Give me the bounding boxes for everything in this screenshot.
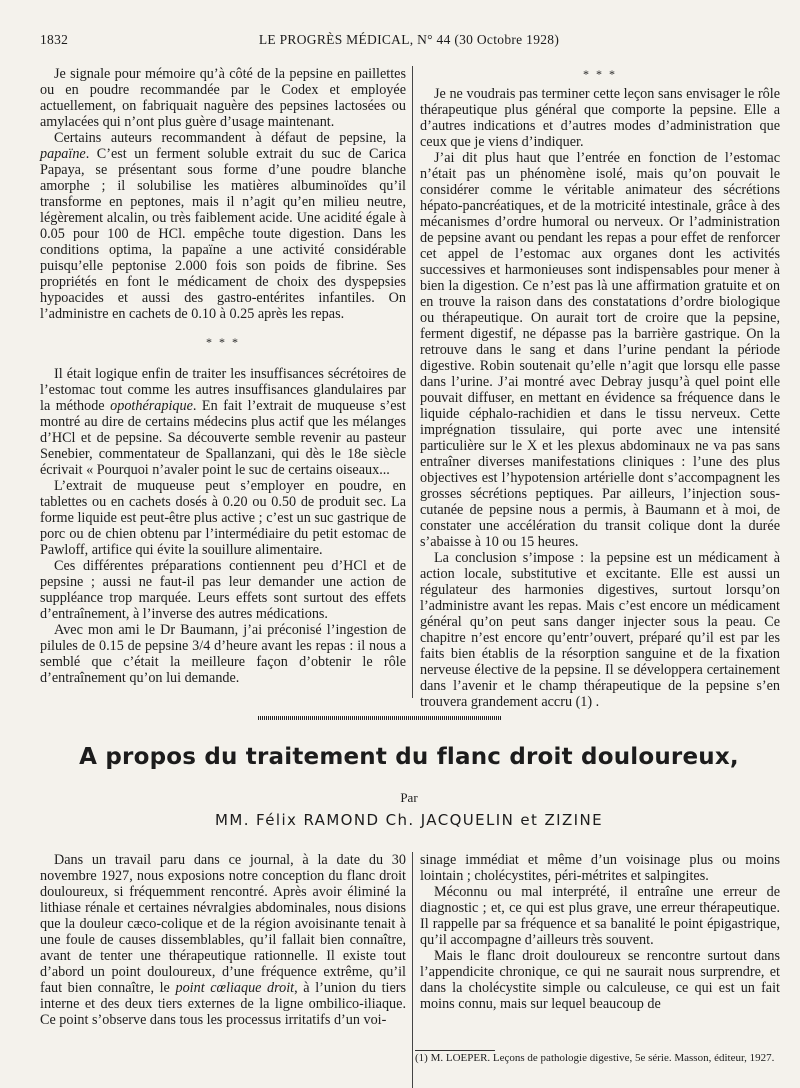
article-column-divider bbox=[412, 852, 413, 1088]
footnote: (1) M. LOEPER. Leçons de pathologie digestive, 5e série. Masson, éditeur, 1927. bbox=[415, 1052, 775, 1064]
right-paragraph-3: La conclusion s’impose : la pepsine est un médicament à action locale, substitutive et excitante. Elle est aussi un régulateur des harmonies digestives, surtout lorsqu’on l’administre avant les repas. Mais c’est encore un médicament général qu’on peut sans danger injecter sous la peau. Ce chapitre n’est encore qu’entr’ouvert, préparé qu’il est par les faits bien établis de la résorption sanguine et de la fixation nerveuse élective de la pepsine. Il se développera certainement dans l’avenir et le champ thérapeutique de la pepsine s’en trouvera grandement accru (1) . bbox=[420, 550, 780, 710]
left-column bbox=[40, 66, 406, 686]
right-paragraph-1: Je ne voudrais pas terminer cette leçon sans envisager le rôle thérapeutique plus général que comporte la pepsine. Elle a d’autres indications et d’autres modes d’administration que ceux que je viens d’indiquer. bbox=[420, 86, 780, 150]
column-divider bbox=[412, 66, 413, 698]
page-number: 1832 bbox=[40, 32, 69, 47]
opotherapique-term: opothérapique bbox=[110, 398, 193, 414]
article-paragraph-3: Méconnu ou mal interprété, il entraîne une erreur de diagnostic ; et, ce qui est plus grave, une erreur thérapeutique. Il rappelle par sa fréquence et sa banalité le point épigastrique, qu’il accompagne d’ailleurs très souvent. bbox=[420, 884, 780, 948]
left-paragraph-2: Certains auteurs recommandent à défaut de pepsine, la papaïne. C’est un ferment soluble extrait du suc de Carica Papaya, se présentant sous forme d’une poudre blanche amorphe ; il solubilise les matières albuminoïdes qu’il transforme en peptones, mais il n’agit qu’en milieu neutre, légèrement alcalin, ou très faiblement acide. Une acidité égale à 0.05 pour 100 de HCl. empêche toute digestion. Dans les conditions optima, la papaïne a une activité considérable puisqu’elle peptonise 2.000 fois son poids de fibrine. Ses propriétés en font le médicament de choix des dyspepsies hypoacides et aussi des gastro-entérites infantiles. On l’administre en cachets de 0.10 à 0.25 après les repas. bbox=[40, 130, 406, 322]
right-column bbox=[420, 66, 780, 710]
article-left-column bbox=[40, 852, 406, 1028]
article-paragraph-1: Dans un travail paru dans ce journal, à la date du 30 novembre 1927, nous exposions notre conception du flanc droit douloureux, si fréquemment rencontré. Après avoir éliminé la lithiase rénale et certaines névralgies abdominales, nous disions que la douleur cæco-colique et de la région avoisinante tenait à une foule de causes dissemblables, qu’il fallait bien connaître, avant de tenter une thérapeutique rationnelle. Il existe tout d’abord un point douloureux, d’une fréquence extrême, qu’il faut bien connaître, le point cœliaque droit, à l’union du tiers interne et des deux tiers externes de la ligne ombilico-iliaque. Ce point s’observe dans tous les processus irritatifs d’un voi- bbox=[40, 852, 406, 1028]
ornamental-rule bbox=[258, 716, 502, 720]
article-authors: MM. Félix RAMOND Ch. JACQUELIN et ZIZINE bbox=[215, 811, 603, 829]
left-paragraph-6: Avec mon ami le Dr Baumann, j’ai préconisé l’ingestion de pilules de 0.15 de pepsine 3/4 d’heure avant les repas : il nous a semblé que c’était la meilleure façon d’obtenir le rôle d’entraînement qu’on lui demande. bbox=[40, 622, 406, 686]
left-paragraph-3: Il était logique enfin de traiter les insuffisances sécrétoires de l’estomac tout comme les autres insuffisances glandulaires par la méthode opothérapique. En fait l’extrait de muqueuse s’est montré au dire de certains médecins plus actif que les mélanges d’HCl et de pepsine. Sa découverte semble revenir au pasteur Senebier, commentateur de Spallanzani, qui dès le 18e siècle écrivait « Pourquoi n’avaler point le suc de certains oiseaux... bbox=[40, 366, 406, 478]
footnote-rule bbox=[415, 1050, 495, 1051]
left-paragraph-1: Je signale pour mémoire qu’à côté de la pepsine en paillettes ou en poudre recommandée par le Codex et employée actuellement, on fabriquait naguère des pepsines lactosées ou amylacées qui n’ont plus guère d’usage maintenant. bbox=[40, 66, 406, 130]
article-title: A propos du traitement du flanc droit douloureux, bbox=[79, 744, 739, 770]
article-right-column bbox=[420, 852, 780, 1012]
section-separator: * * * bbox=[583, 67, 617, 81]
papaine-term: papaïne bbox=[40, 146, 86, 162]
left-paragraph-5: Ces différentes préparations contiennent peu d’HCl et de pepsine ; aussi ne faut-il pas leur demander une action de suppléance trop marquée. Leurs effets sont surtout des effets d’entraînement, à l’inverse des autres médications. bbox=[40, 558, 406, 622]
point-coeliaque-term: point cœliaque droit bbox=[175, 980, 295, 996]
running-header bbox=[40, 32, 778, 50]
right-paragraph-2: J’ai dit plus haut que l’entrée en fonction de l’estomac n’était pas un phénomène isolé, mais qu’on pouvait le considérer comme le véritable animateur des sécrétions hépato-pancréatiques, et de la motricité intestinale, grâce à des mécanismes d’ordre humoral ou nerveux. Or l’administration de pepsine avant ou pendant les repas a pour effet de renforcer cet appel de l’estomac aux organes dont les activités successives et harmonieuses sont indispensables pour mener à bien la digestion. Ce n’est pas là une affirmation gratuite et on en trouve la raison dans des constatations d’ordre biologique ou thérapeutique. On aurait tort de croire que la pepsine, ferment digestif, ne dépasse pas la barrière gastrique. On la retrouve dans le sang et dans l’urine pendant la période digestive. Robin soutenait qu’elle n’agit que lorsqu elle passe dans l’urine. J’ai montré avec Debray jusqu’à quel point elle pouvait diffuser, en mettant en évidence sa fréquence dans le liquide céphalo-rachidien et dans le tissu nerveux. Cette imprégnation tissulaire, qui porte avec une intensité particulière sur le X et les plexus abdominaux ne va pas sans entraîner diverses manifestations cliniques : l’une des plus objectives est l’hypotension artérielle dont s’accompagnent les grosses sécrétions peptiques. Par ailleurs, l’injection sous-cutanée de pepsine nous a permis, à Baumann et à moi, de constater une accélération du transit colique dont la durée s’abaisse à 10 ou 15 heures. bbox=[420, 150, 780, 550]
left-paragraph-4: L’extrait de muqueuse peut s’employer en poudre, en tablettes ou en cachets dosés à 0.20 ou 0.50 de produit sec. La forme liquide est peut-être plus active ; c’est un suc gastrique de porc ou de chien obtenu par l’intermédiaire du petit estomac de Pawloff, artifice qui évite la souillure alimentaire. bbox=[40, 478, 406, 558]
section-separator: * * * bbox=[206, 335, 240, 349]
article-paragraph-2: sinage immédiat et même d’un voisinage plus ou moins lointain ; cholécystites, péri-métrites et salpingites. bbox=[420, 852, 780, 884]
article-paragraph-4: Mais le flanc droit douloureux se rencontre surtout dans l’appendicite chronique, ce qui ne saurait nous surprendre, et dans la cholécystite simple ou calculeuse, ce qui est un fait moins connu, mais sur lequel beaucoup de bbox=[420, 948, 780, 1012]
byline-par: Par bbox=[400, 790, 418, 805]
running-title: LE PROGRÈS MÉDICAL, N° 44 (30 Octobre 1928) bbox=[258, 32, 560, 47]
